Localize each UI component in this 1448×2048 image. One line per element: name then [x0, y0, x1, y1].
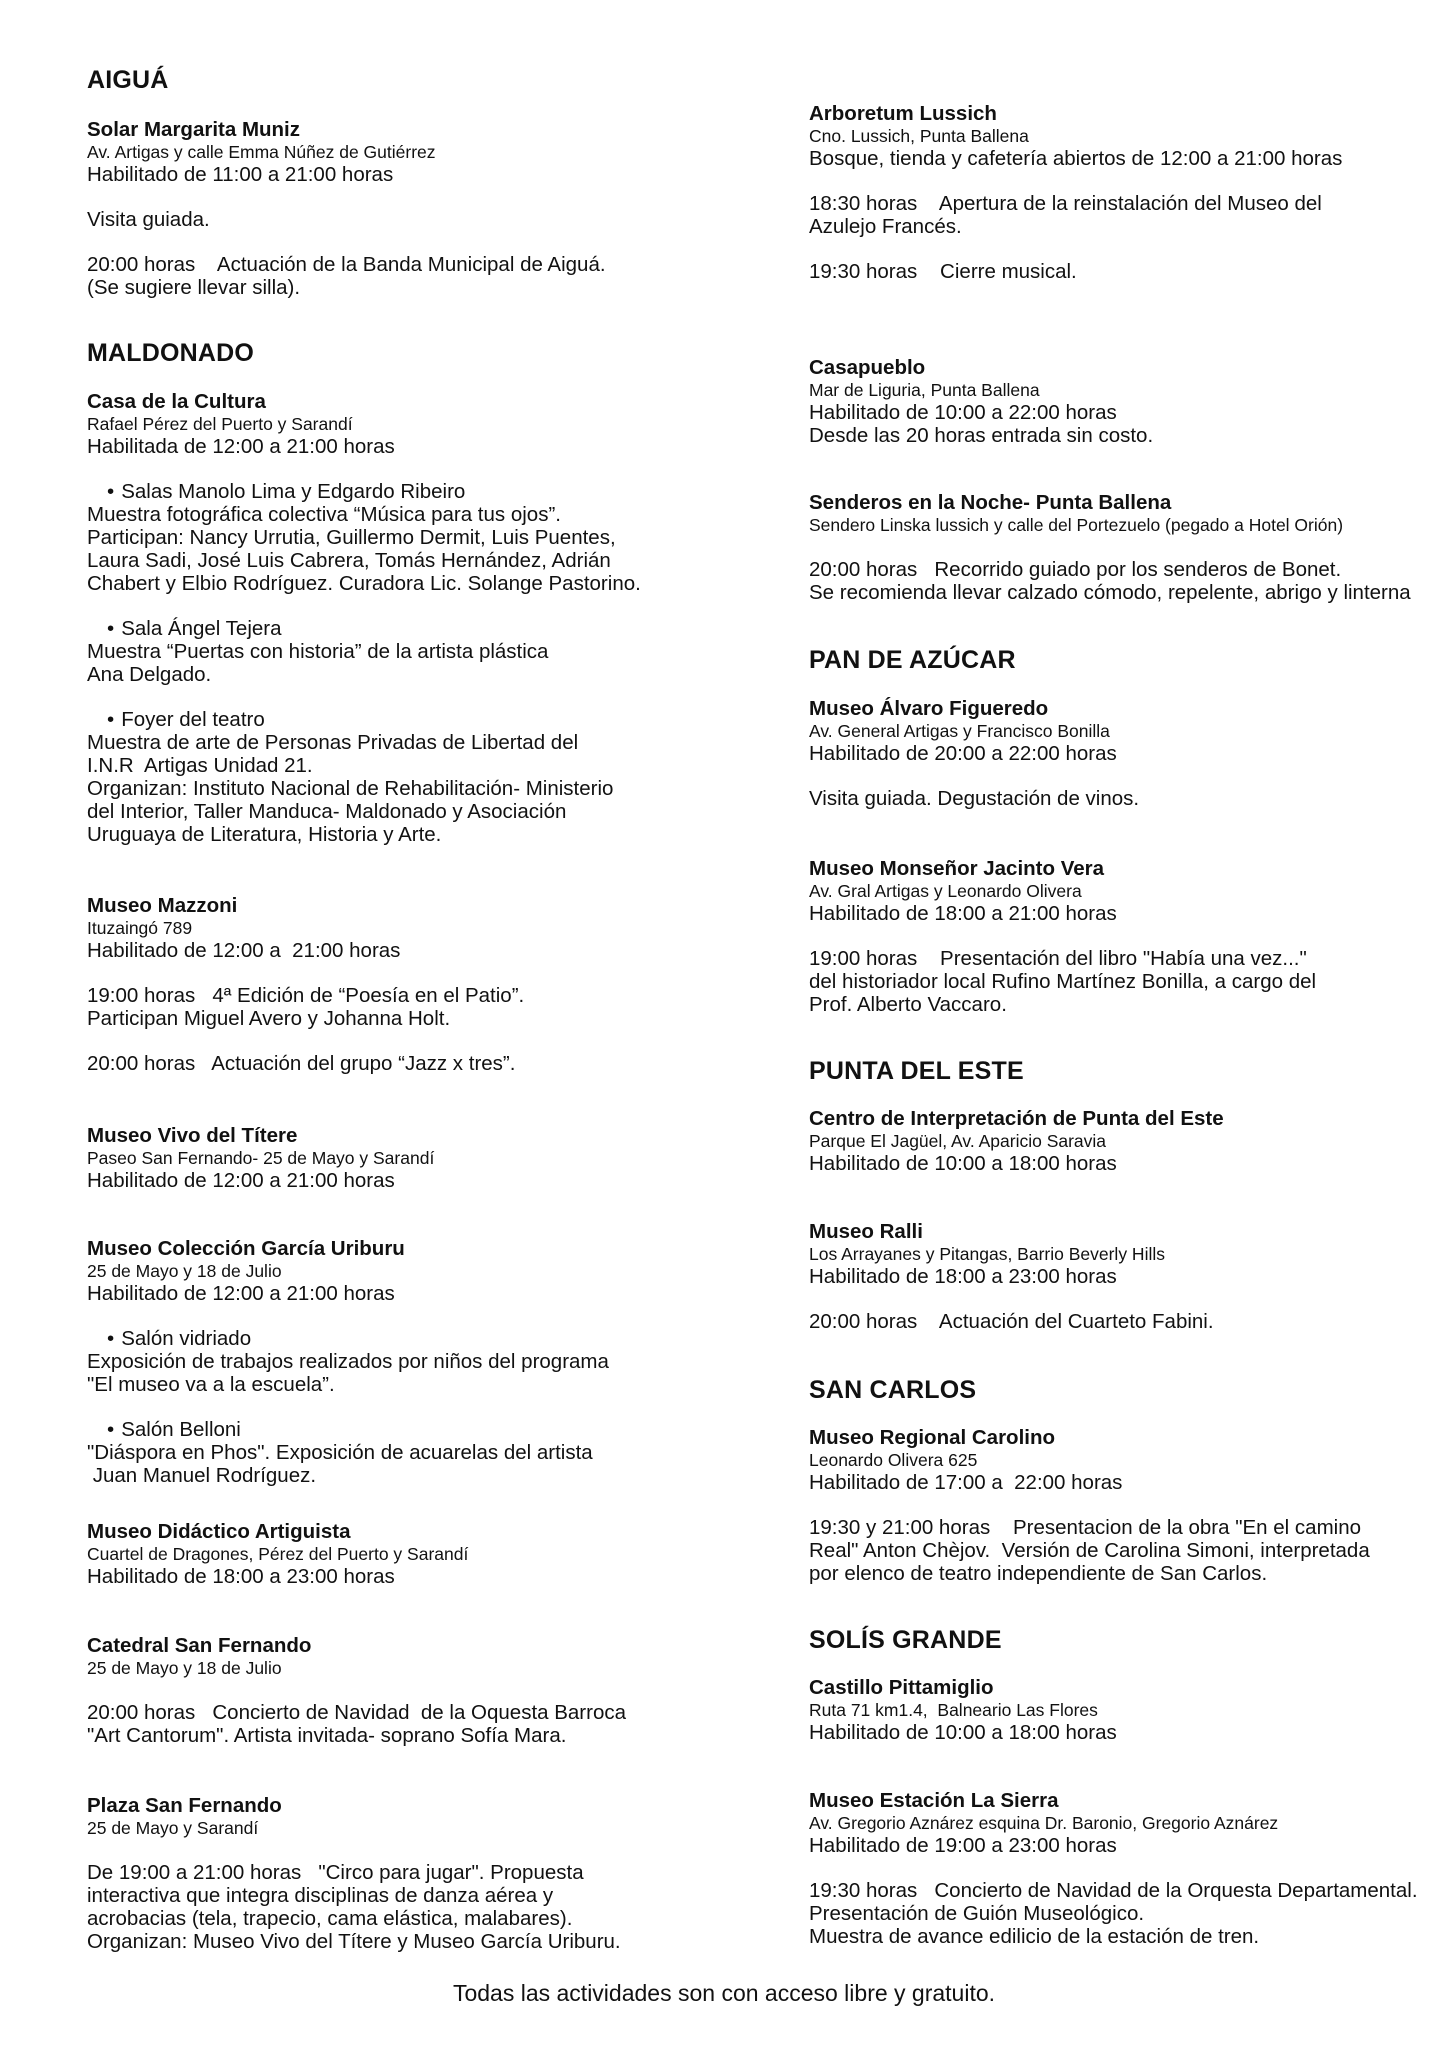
- activity-line: del Interior, Taller Manduca- Maldonado y Asociación: [87, 800, 567, 823]
- venue-arboretum-lussich: [809, 102, 1439, 283]
- venue-address: Paseo San Fernando- 25 de Mayo y Sarandí: [87, 1148, 435, 1168]
- venue-address: Rafael Pérez del Puerto y Sarandí: [87, 414, 353, 434]
- venue-address: Sendero Linska lussich y calle del Portezuelo (pegado a Hotel Orión): [809, 515, 1344, 535]
- venue-museo-coleccion-garcia-uriburu: [87, 1237, 687, 1487]
- activity-line: 19:30 horas Cierre musical.: [809, 260, 1077, 283]
- venue-address: Parque El Jagüel, Av. Aparicio Saravia: [809, 1131, 1107, 1151]
- region-heading-pan-de-azucar: PAN DE AZÚCAR: [809, 646, 1016, 674]
- activity-line: 19:00 horas Presentación del libro "Había una vez...": [809, 947, 1307, 970]
- venue-address: Av. Gregorio Aznárez esquina Dr. Baronio, Gregorio Aznárez: [809, 1813, 1279, 1833]
- venue-hours: Habilitado de 10:00 a 18:00 horas: [809, 1152, 1117, 1175]
- venue-museo-estacion-la-sierra: [809, 1789, 1439, 1948]
- footer-note: Todas las actividades son con acceso libre y gratuito.: [452, 1980, 996, 2006]
- activity-line: Muestra “Puertas con historia” de la artista plástica: [87, 640, 549, 663]
- venue-address: Av. Artigas y calle Emma Núñez de Gutiérrez: [87, 142, 436, 162]
- venue-hours: Habilitado de 17:00 a 22:00 horas: [809, 1471, 1123, 1494]
- activity-line: Laura Sadi, José Luis Cabrera, Tomás Hernández, Adrián: [87, 549, 611, 572]
- venue-hours: Bosque, tienda y cafetería abiertos de 12:00 a 21:00 horas: [809, 147, 1343, 170]
- venue-plaza-san-fernando: [87, 1794, 687, 1953]
- venue-museo-mazzoni: [87, 894, 687, 1075]
- activity-line: 20:00 horas Actuación del Cuarteto Fabini.: [809, 1310, 1214, 1333]
- activity-line: Desde las 20 horas entrada sin costo.: [809, 424, 1154, 447]
- activity-line: Muestra de avance edilicio de la estación de tren.: [809, 1925, 1260, 1948]
- venue-hours: Habilitado de 18:00 a 21:00 horas: [809, 902, 1117, 925]
- activity-line: acrobacias (tela, trapecio, cama elástica, malabares).: [87, 1907, 573, 1930]
- region-heading-maldonado: MALDONADO: [87, 339, 255, 367]
- venue-name: Casa de la Cultura: [87, 390, 266, 413]
- venue-name: Senderos en la Noche- Punta Ballena: [809, 491, 1172, 514]
- sub-venue-bullet: • Sala Ángel Tejera: [87, 617, 687, 640]
- venue-name: Museo Vivo del Títere: [87, 1124, 298, 1147]
- venue-casapueblo: [809, 356, 1439, 447]
- venue-centro-de-interpretacion: [809, 1107, 1439, 1175]
- venue-hours: Habilitado de 18:00 a 23:00 horas: [809, 1265, 1117, 1288]
- venue-address: 25 de Mayo y Sarandí: [87, 1818, 259, 1838]
- activity-line: Azulejo Francés.: [809, 215, 962, 238]
- activity-line: Exposición de trabajos realizados por niños del programa: [87, 1350, 609, 1373]
- venue-hours: Habilitado de 12:00 a 21:00 horas: [87, 939, 401, 962]
- venue-name: Museo Monseñor Jacinto Vera: [809, 857, 1105, 880]
- activity-line: Ana Delgado.: [87, 663, 212, 686]
- activity-line: I.N.R Artigas Unidad 21.: [87, 754, 313, 777]
- activity-line: 20:00 horas Actuación del grupo “Jazz x tres”.: [87, 1052, 516, 1075]
- venue-name: Castillo Pittamiglio: [809, 1676, 994, 1699]
- venue-address: Av. General Artigas y Francisco Bonilla: [809, 721, 1110, 741]
- venue-casa-de-la-cultura: [87, 390, 687, 846]
- venue-castillo-pittamiglio: [809, 1676, 1439, 1744]
- activity-line: 19:30 horas Concierto de Navidad de la Orquesta Departamental.: [809, 1879, 1418, 1902]
- venue-address: Ruta 71 km1.4, Balneario Las Flores: [809, 1700, 1098, 1720]
- venue-name: Museo Regional Carolino: [809, 1426, 1056, 1449]
- venue-address: Los Arrayanes y Pitangas, Barrio Beverly Hills: [809, 1244, 1165, 1264]
- activity-line: "Art Cantorum". Artista invitada- soprano Sofía Mara.: [87, 1724, 567, 1747]
- venue-hours: Habilitado de 11:00 a 21:00 horas: [87, 163, 394, 186]
- activity-line: 20:00 horas Actuación de la Banda Municipal de Aiguá.: [87, 253, 606, 276]
- venue-address: 25 de Mayo y 18 de Julio: [87, 1261, 282, 1281]
- venue-museo-didactico-artiguista: [87, 1520, 687, 1588]
- activity-line: Real" Anton Chèjov. Versión de Carolina Simoni, interpretada: [809, 1539, 1370, 1562]
- region-heading-san-carlos: SAN CARLOS: [809, 1376, 977, 1404]
- venue-address: 25 de Mayo y 18 de Julio: [87, 1658, 282, 1678]
- sub-venue-bullet: • Salas Manolo Lima y Edgardo Ribeiro: [87, 480, 687, 503]
- venue-name: Museo Álvaro Figueredo: [809, 697, 1049, 720]
- activity-line: 18:30 horas Apertura de la reinstalación del Museo del: [809, 192, 1322, 215]
- venue-hours: Habilitado de 10:00 a 22:00 horas: [809, 401, 1117, 424]
- venue-museo-ralli: [809, 1220, 1439, 1333]
- region-heading-solis-grande: SOLÍS GRANDE: [809, 1626, 1002, 1654]
- activity-line: 20:00 horas Concierto de Navidad de la Oquesta Barroca: [87, 1701, 627, 1724]
- venue-name: Solar Margarita Muniz: [87, 118, 301, 141]
- venue-address: Av. Gral Artigas y Leonardo Olivera: [809, 881, 1082, 901]
- activity-line: del historiador local Rufino Martínez Bonilla, a cargo del: [809, 970, 1317, 993]
- venue-name: Centro de Interpretación de Punta del Este: [809, 1107, 1224, 1130]
- activity-line: "Diáspora en Phos". Exposición de acuarelas del artista: [87, 1441, 593, 1464]
- activity-line: Visita guiada. Degustación de vinos.: [809, 787, 1140, 810]
- activity-line: Visita guiada.: [87, 208, 210, 231]
- venue-name: Museo Ralli: [809, 1220, 923, 1243]
- venue-name: Museo Colección García Uriburu: [87, 1237, 405, 1260]
- activity-line: Presentación de Guión Museológico.: [809, 1902, 1145, 1925]
- activity-line: Chabert y Elbio Rodríguez. Curadora Lic. Solange Pastorino.: [87, 572, 641, 595]
- activity-line: 20:00 horas Recorrido guiado por los senderos de Bonet.: [809, 558, 1342, 581]
- activity-line: Organizan: Museo Vivo del Títere y Museo García Uriburu.: [87, 1930, 621, 1953]
- activity-line: Organizan: Instituto Nacional de Rehabilitación- Ministerio: [87, 777, 614, 800]
- venue-address: Ituzaingó 789: [87, 918, 193, 938]
- venue-name: Casapueblo: [809, 356, 926, 379]
- activity-line: Prof. Alberto Vaccaro.: [809, 993, 1007, 1016]
- venue-hours: Habilitado de 10:00 a 18:00 horas: [809, 1721, 1117, 1744]
- venue-name: Catedral San Fernando: [87, 1634, 312, 1657]
- venue-address: Cuartel de Dragones, Pérez del Puerto y Sarandí: [87, 1544, 469, 1564]
- sub-venue-bullet: • Foyer del teatro: [87, 708, 687, 731]
- activity-line: "El museo va a la escuela”.: [87, 1373, 335, 1396]
- region-heading-aigua: AIGUÁ: [87, 66, 169, 94]
- activity-line: Participan Miguel Avero y Johanna Holt.: [87, 1007, 451, 1030]
- activity-line: por elenco de teatro independiente de San Carlos.: [809, 1562, 1268, 1585]
- sub-venue-bullet: • Salón vidriado: [87, 1327, 687, 1350]
- activity-line: 19:30 y 21:00 horas Presentacion de la obra "En el camino: [809, 1516, 1362, 1539]
- activity-line: Muestra fotográfica colectiva “Música para tus ojos”.: [87, 503, 561, 526]
- activity-line: De 19:00 a 21:00 horas "Circo para jugar". Propuesta: [87, 1861, 584, 1884]
- venue-museo-alvaro-figueredo: [809, 697, 1439, 810]
- activity-line: Se recomienda llevar calzado cómodo, repelente, abrigo y linterna: [809, 581, 1411, 604]
- venue-hours: Habilitado de 18:00 a 23:00 horas: [87, 1565, 395, 1588]
- activity-line: Uruguaya de Literatura, Historia y Arte.: [87, 823, 442, 846]
- venue-senderos-en-la-noche: [809, 491, 1439, 604]
- venue-hours: Habilitado de 20:00 a 22:00 horas: [809, 742, 1117, 765]
- venue-catedral-san-fernando: [87, 1634, 687, 1747]
- activity-line: 19:00 horas 4ª Edición de “Poesía en el Patio”.: [87, 984, 525, 1007]
- venue-name: Museo Estación La Sierra: [809, 1789, 1059, 1812]
- venue-name: Museo Didáctico Artiguista: [87, 1520, 351, 1543]
- region-heading-punta-del-este: PUNTA DEL ESTE: [809, 1057, 1024, 1085]
- venue-address: Leonardo Olivera 625: [809, 1450, 978, 1470]
- venue-hours: Habilitado de 19:00 a 23:00 horas: [809, 1834, 1117, 1857]
- activity-line: Juan Manuel Rodríguez.: [87, 1464, 317, 1487]
- venue-name: Arboretum Lussich: [809, 102, 997, 125]
- activity-line: interactiva que integra disciplinas de danza aérea y: [87, 1884, 554, 1907]
- venue-museo-vivo-del-titere: [87, 1124, 687, 1192]
- activity-line: Muestra de arte de Personas Privadas de Libertad del: [87, 731, 579, 754]
- venue-museo-monsenor-jacinto-vera: [809, 857, 1439, 1016]
- venue-museo-regional-carolino: [809, 1426, 1439, 1585]
- venue-address: Cno. Lussich, Punta Ballena: [809, 126, 1029, 146]
- venue-hours: Habilitado de 12:00 a 21:00 horas: [87, 1169, 395, 1192]
- venue-solar-margarita-muniz: [87, 118, 687, 299]
- venue-name: Plaza San Fernando: [87, 1794, 282, 1817]
- venue-hours: Habilitada de 12:00 a 21:00 horas: [87, 435, 395, 458]
- venue-name: Museo Mazzoni: [87, 894, 238, 917]
- activity-line: Participan: Nancy Urrutia, Guillermo Dermit, Luis Puentes,: [87, 526, 616, 549]
- venue-address: Mar de Liguria, Punta Ballena: [809, 380, 1040, 400]
- sub-venue-bullet: • Salón Belloni: [87, 1418, 687, 1441]
- venue-hours: Habilitado de 12:00 a 21:00 horas: [87, 1282, 395, 1305]
- activity-line: (Se sugiere llevar silla).: [87, 276, 301, 299]
